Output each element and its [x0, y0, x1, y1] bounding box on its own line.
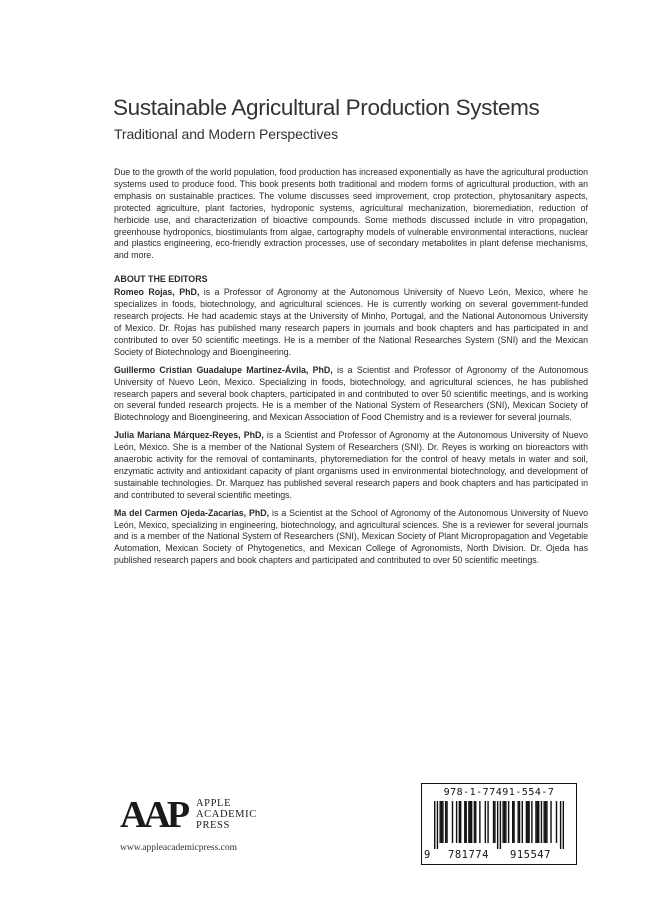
barcode-bar [526, 801, 527, 843]
barcode-bar [508, 801, 509, 843]
publisher-name-line: ACADEMIC [196, 809, 257, 820]
barcode-bar [528, 801, 529, 843]
book-description: Due to the growth of the world population, food production has increased exponentially as have the agricultural production systems used to produce food. This book presents both traditional and modern forms of agricultural production, with an emphasis on sustainable practices. The volume discusses seed improvement, crop protection, phytosanitary aspects, protected agriculture, plant factories, hydroponic systems, agricultural mechanization, bioremediation, reduction of herbicide use, and characterization of bioactive compounds. Some methods discussed include in vitro propagation, greenhouse hydroponics, biostimulants from algae, cartography models of vulnerable environmental interactions, nuclear and plastics engineering, eco-friendly extraction processes, use of secondary metabolites in plant defense mechanisms, and more. [114, 167, 588, 261]
barcode-bar [437, 801, 438, 849]
editor-bio [114, 508, 588, 568]
editor-name: Romeo Rojas, PhD, [114, 287, 200, 298]
barcode-bar [445, 801, 446, 843]
barcode-bar [538, 801, 539, 843]
barcode-bar [464, 801, 465, 843]
barcode-bar [487, 801, 488, 843]
aap-logo-mark: AAP [120, 794, 187, 836]
publisher-name [196, 798, 257, 831]
isbn-right-digits: 915547 [510, 849, 551, 861]
barcode-bar [504, 801, 505, 843]
book-title: Sustainable Agricultural Production Systems [113, 95, 540, 120]
book-subtitle: Traditional and Modern Perspectives [114, 126, 338, 142]
isbn-barcode [421, 783, 577, 865]
barcode-bar [493, 801, 494, 843]
barcode-bar [563, 801, 564, 849]
barcode-bar [527, 801, 528, 843]
barcode-bar [522, 801, 523, 843]
barcode-bar [497, 801, 498, 849]
isbn-first-digit: 9 [424, 849, 431, 861]
barcode-bar [479, 801, 480, 843]
barcode-bar [537, 801, 538, 843]
barcode-bar [456, 801, 457, 843]
barcode-bar [502, 801, 503, 843]
barcode-bars [434, 801, 564, 849]
barcode-bar [556, 801, 557, 843]
barcode-bar [546, 801, 547, 843]
barcode-bar [460, 801, 461, 843]
publisher-name-line: PRESS [196, 820, 230, 831]
barcode-bar [543, 801, 544, 843]
barcode-bar [545, 801, 546, 843]
barcode-bar [439, 801, 440, 843]
barcode-bar [468, 801, 469, 843]
barcode-bar [474, 801, 475, 843]
barcode-bar [459, 801, 460, 843]
barcode-bar [475, 801, 476, 843]
barcode-bar [541, 801, 542, 843]
barcode-bar [446, 801, 447, 843]
barcode-bar [465, 801, 466, 843]
isbn-number: 978-1-77491-554-7 [443, 787, 555, 798]
barcode-bar [500, 801, 501, 849]
cover-body [114, 167, 588, 573]
barcode-bar [517, 801, 518, 843]
barcode-bar [471, 801, 472, 843]
barcode-bar [452, 801, 453, 843]
editor-bio [114, 365, 588, 425]
barcode-bar [513, 801, 514, 843]
barcode-bar [434, 801, 435, 849]
barcode-bar [485, 801, 486, 843]
barcode-bar [441, 801, 442, 843]
editor-bio [114, 287, 588, 358]
publisher-url: www.appleacademicpress.com [120, 843, 238, 853]
barcode-bar [512, 801, 513, 843]
editor-bio [114, 430, 588, 501]
barcode-bar [560, 801, 561, 849]
editor-name: Julia Mariana Márquez-Reyes, PhD, [114, 430, 264, 441]
barcode-bar [519, 801, 520, 843]
isbn-left-digits: 781774 [448, 849, 489, 861]
barcode-bar [505, 801, 506, 843]
barcode-bar [470, 801, 471, 843]
barcode-bar [442, 801, 443, 843]
editor-bio-text: is a Scientist at the School of Agronomy of the Autonomous University of Nuevo León, Mexico, specializing in engineering, biotechnology, and agricultural sciences. She is a reviewer for several journals and is a member of the National System of Researchers (SNI), Mexican Society of Plant Micropropagation and Vegetable Automation, Mexican Society of Phytogenetics, and Mexican College of Agronomists, North Division. Dr. Ojeda has published research papers and book chapters and participated and contributed to over 50 scientific meetings. [114, 507, 588, 566]
barcode-bar [535, 801, 536, 843]
editor-bio-text: is a Scientist and Professor of Agronomy of the Autonomous University of Nuevo León, Mexico. Specializing in foods, biotechnology, and agricultural sciences, he has published research papers and several book chapters, participated in and contributed to over 50 scientific meetings, and is working on several funded research projects. He is a member of the National System of Researchers (SNI), Mexican Society of Biotechnology and Bioengineering, and Mexican Association of Food Chemistry and is a reviewer for several journals. [114, 364, 588, 423]
barcode-bar [550, 801, 551, 843]
editors-heading: ABOUT THE EDITORS [114, 274, 208, 285]
editor-name: Guillermo Cristian Guadalupe Martínez-Ávila, PhD, [114, 364, 333, 375]
barcode-bar [494, 801, 495, 843]
editor-name: Ma del Carmen Ojeda-Zacarías, PhD, [114, 507, 270, 518]
publisher-name-line: APPLE [196, 798, 232, 809]
editor-bio-text: is a Professor of Agronomy at the Autonomous University of Nuevo León, Mexico, where he specializes in foods, biotechnology, and agricultural sciences. He is currently working on several government-funded research projects. He had academic stays at the University of Minho, Portugal, and the National Autonomous University of Mexico. Dr. Rojas has published many research papers in journals and book chapters and has participated in and contributed to over 50 scientific meetings. He is a member of the National Researches System (SNI) and the Mexican Society of Biotechnology and Bioengineering. [114, 287, 588, 357]
barcode-bar [531, 801, 532, 843]
editor-bio-text: is a Scientist and Professor of Agronomy at the Autonomous University of Nuevo León, México. She is a member of the National System of Researchers (SNI). Dr. Reyes is working on bioreactors with anaerobic activity for the removal of contaminants, phytoremediation for the control of heavy metals in water and soil, enzymatic activity and antioxidant capacity of plant organisms used in environmental biotechnology, and development of sustainable technologies. Dr. Marquez has published several research papers and book chapters and has participated in and contributed to several scientific meetings. [114, 430, 588, 500]
